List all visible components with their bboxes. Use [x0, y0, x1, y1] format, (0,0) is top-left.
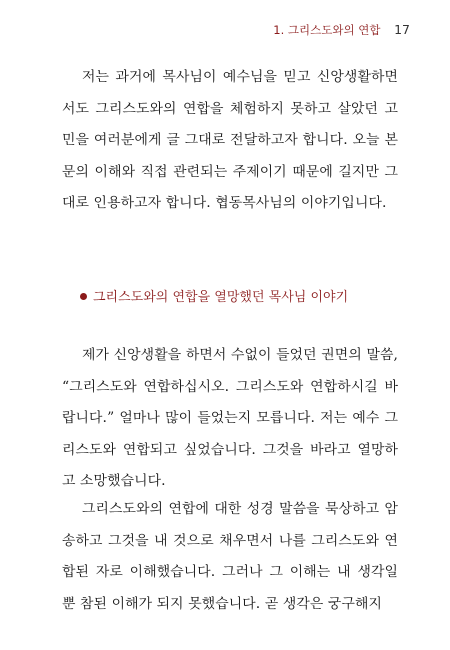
- section-heading-text: 그리스도와의 연합을 열망했던 목사님 이야기: [93, 290, 349, 305]
- section-heading: [80, 286, 348, 305]
- paragraph-3: 그리스도와의 연합에 대한 성경 말씀을 묵상하고 암송하고 그것을 내 것으로 채우면서 나를 그리스도와 연합된 자로 이해했습니다. 그러나 그 이해는 내 생각일 뿐 참된 이해가 되지 못했습니다. 곧 생각은 궁구해지: [62, 501, 398, 612]
- paragraph-block-2: [62, 340, 398, 498]
- paragraph-block-3: [62, 494, 398, 620]
- paragraph-block-1: [62, 62, 398, 220]
- paragraph-1: 저는 과거에 목사님이 예수님을 믿고 신앙생활하면서도 그리스도와의 연합을 체험하지 못하고 살았던 고민을 여러분에게 글 그대로 전달하고자 합니다. 오늘 본문의 이해와 직접 관련되는 주제이기 때문에 길지만 그대로 인용하고자 합니다. 협동목사님의 이야기입니다.: [62, 69, 398, 212]
- paragraph-2: 제가 신앙생활을 하면서 수없이 들었던 권면의 말씀, “그리스도와 연합하십시오. 그리스도와 연합하시길 바랍니다.” 얼마나 많이 들었는지 모릅니다. 저는 예수 그리스도와 연합되고 싶었습니다. 그것을 바라고 열망하고 소망했습니다.: [62, 347, 398, 490]
- page-number: 17: [394, 22, 410, 37]
- bullet-icon: [80, 293, 87, 300]
- running-header: [273, 22, 410, 38]
- chapter-title: 1. 그리스도와의 연합: [273, 23, 381, 37]
